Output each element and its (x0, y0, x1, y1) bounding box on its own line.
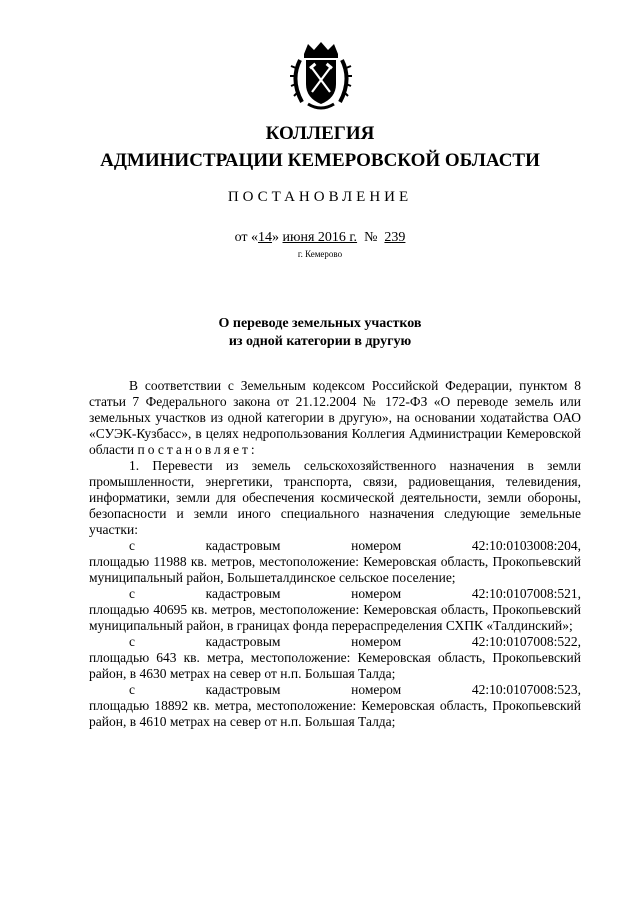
parcel-2-text: площадью 40695 кв. метров, местоположение: Кемеровская область, Прокопьевский муниципальный район, в границах фонда перераспределения СХПК «Талдинский»; (89, 602, 581, 633)
decree-number: 239 (384, 230, 406, 245)
item-1-paragraph: 1. Перевести из земель сельскохозяйственного назначения в земли промышленности, энергетики, транспорта, связи, радиовещания, телевидения, информатики, земли для обеспечения космической деятельности, земли обороны, безопасности и земли иного специального назначения следующие земельные участки: (89, 458, 581, 537)
parcel-4-head: с кадастровым номером 42:10:0107008:523, (129, 682, 581, 697)
collegium-title: КОЛЛЕГИЯ (265, 123, 375, 144)
parcel-3-text: площадью 643 кв. метра, местоположение: Кемеровская область, Прокопьевский район, в 4630 метрах на север от н.п. Большая Талда; (89, 650, 581, 681)
decree-date-line: от «14» июня 2016 г. № 239 (234, 230, 406, 245)
decree-body (89, 378, 581, 730)
decree-heading: ПОСТАНОВЛЕНИЕ (227, 189, 413, 205)
parcel-1-head: с кадастровым номером 42:10:0103008:204, (129, 538, 581, 553)
kemerovo-coat-of-arms-emblem (288, 40, 354, 112)
parcel-1-text: площадью 11988 кв. метров, местоположение: Кемеровская область, Прокопьевский муниципальный район, Большеталдинское сельское поселение; (89, 554, 581, 585)
decree-day: 14 (258, 230, 273, 245)
resolves-word: постановляет: (137, 442, 258, 457)
parcel-2-head: с кадастровым номером 42:10:0107008:521, (129, 586, 581, 601)
administration-title: АДМИНИСТРАЦИИ КЕМЕРОВСКОЙ ОБЛАСТИ (100, 150, 540, 171)
city-label: г. Кемерово (297, 249, 343, 259)
parcel-3-head: с кадастровым номером 42:10:0107008:522, (129, 634, 581, 649)
parcel-4-text: площадью 18892 кв. метра, местоположение: Кемеровская область, Прокопьевский район, в 4610 метрах на север от н.п. Большая Талда; (89, 698, 581, 729)
decree-month-year: июня 2016 г. (282, 230, 358, 245)
preamble-paragraph: В соответствии с Земельным кодексом Российской Федерации, пунктом 8 статьи 7 Федерального закона от 21.12.2004 № 172-ФЗ «О переводе земель или земельных участков из одной категории в другую», на основании ходатайства ОАО «СУЭК-Кузбасс», в целях недропользования Коллегия Администрации Кемеровской области постановляет: (89, 378, 581, 457)
decree-subject: О переводе земельных участков из одной категории в другую (218, 316, 422, 349)
